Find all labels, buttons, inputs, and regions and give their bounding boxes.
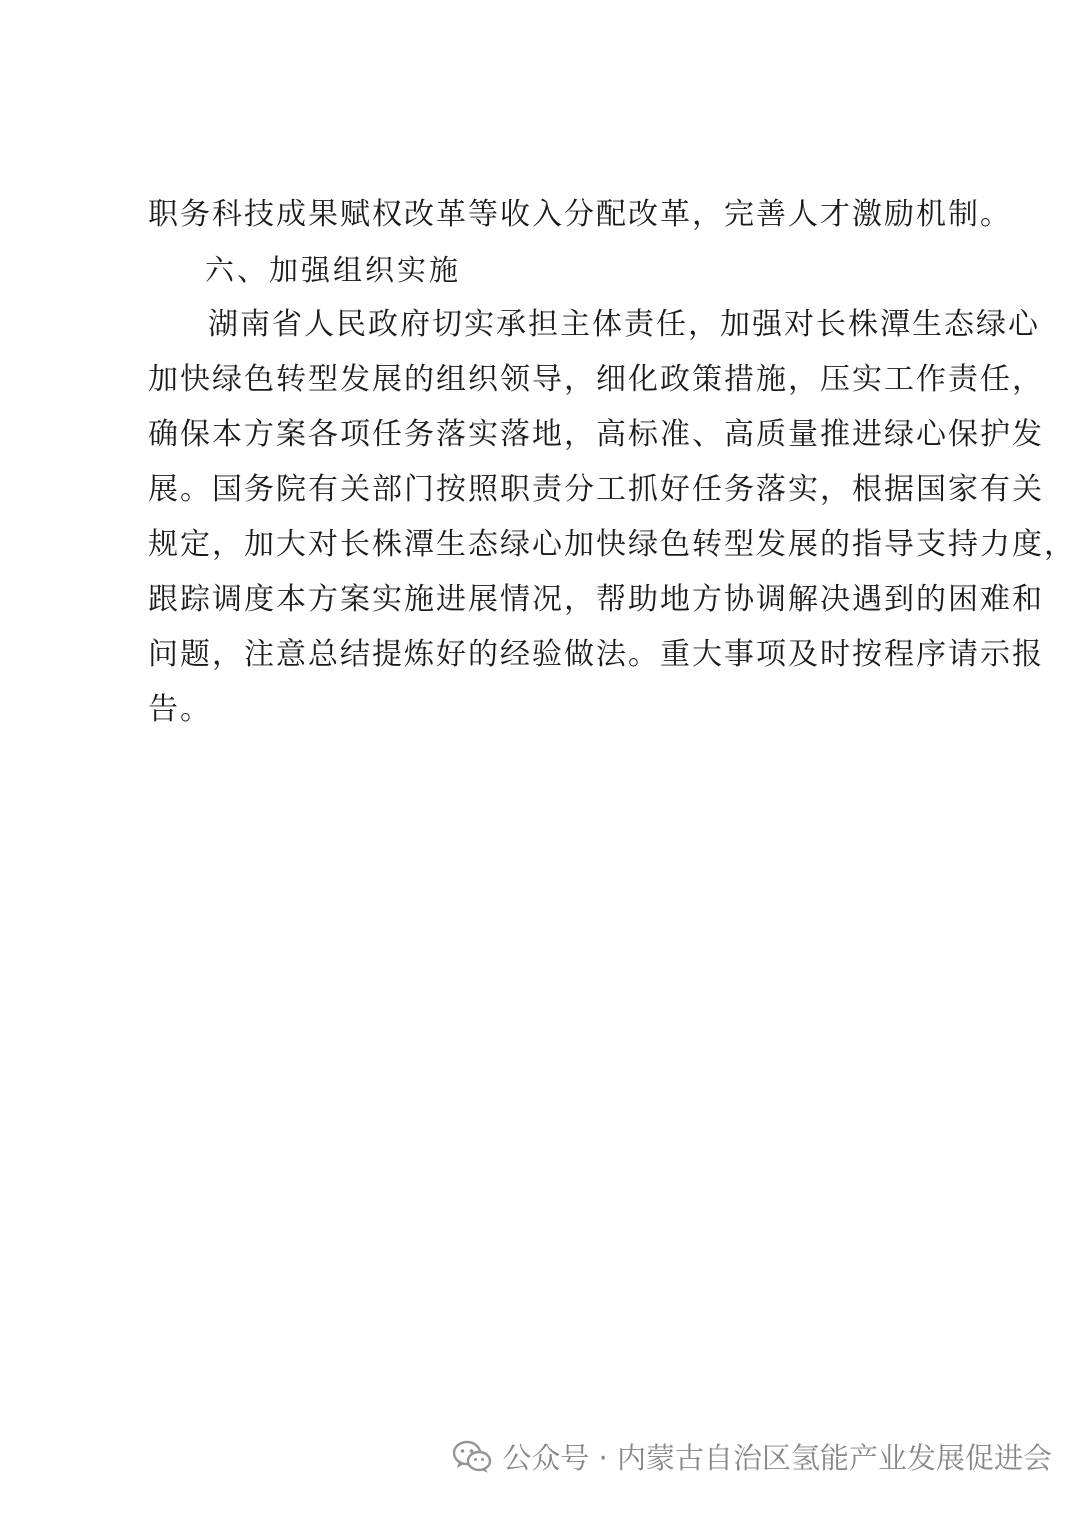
paragraph-line: 职务科技成果赋权改革等收入分配改革，完善人才激励机制。 [148,197,1012,232]
paragraph-line: 确保本方案各项任务落实落地，高标准、高质量推进绿心保护发 [148,417,1044,452]
section-heading: 六、加强组织实施 [205,253,462,287]
paragraph-line: 展。国务院有关部门按照职责分工抓好任务落实，根据国家有关 [148,472,1044,507]
wechat-icon [452,1440,492,1474]
paragraph-line: 湖南省人民政府切实承担主体责任，加强对长株潭生态绿心 [208,307,1040,342]
wechat-watermark [452,1436,1052,1477]
paragraph-line: 问题，注意总结提炼好的经验做法。重大事项及时按程序请示报 [148,637,1044,672]
watermark-text: 公众号 · 内蒙古自治区氢能产业发展促进会 [502,1441,1052,1475]
paragraph-line: 跟踪调度本方案实施进展情况，帮助地方协调解决遇到的困难和 [148,582,1044,617]
paragraph-line: 告。 [148,692,212,727]
paragraph-line: 规定，加大对长株潭生态绿心加快绿色转型发展的指导支持力度， [148,527,1076,562]
paragraph-line: 加快绿色转型发展的组织领导，细化政策措施，压实工作责任， [148,362,1044,397]
